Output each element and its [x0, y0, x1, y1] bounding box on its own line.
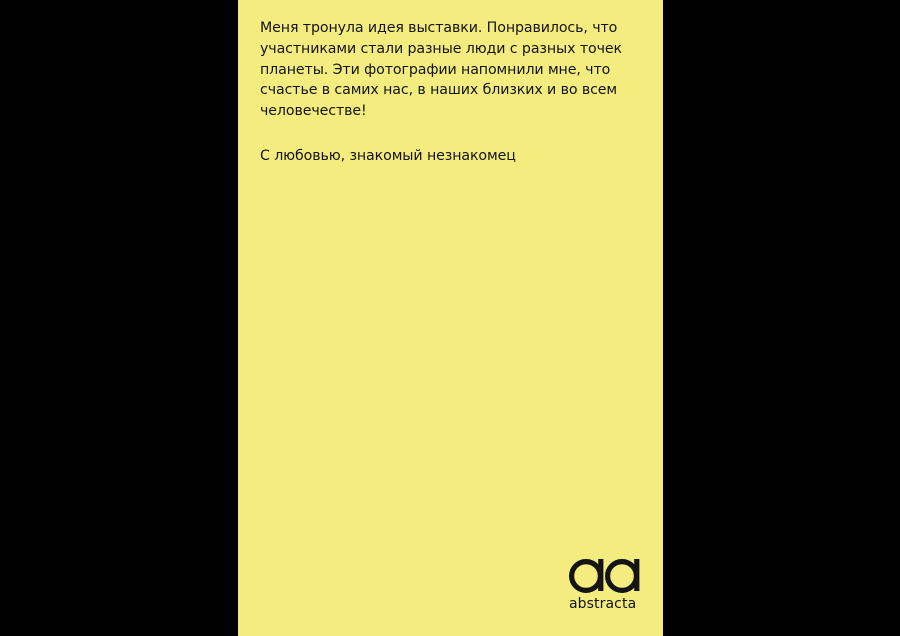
- message-line: счастье в самих нас, в наших близких и во всем: [260, 82, 618, 99]
- signature: С любовью, знакомый незнакомец: [260, 148, 516, 164]
- logo-wordmark: abstracta: [569, 596, 637, 612]
- aa-logo-mark-icon: [568, 554, 642, 594]
- postcard: [238, 0, 663, 636]
- message-line: участниками стали разные люди с разных точек: [260, 40, 622, 57]
- message-line: планеты. Эти фотографии напомнили мне, что: [260, 61, 611, 78]
- message-line: Меня тронула идея выставки. Понравилось, что: [260, 20, 618, 36]
- message-line: человечестве!: [260, 103, 367, 120]
- message-text: [260, 18, 632, 122]
- abstracta-logo: [568, 554, 648, 618]
